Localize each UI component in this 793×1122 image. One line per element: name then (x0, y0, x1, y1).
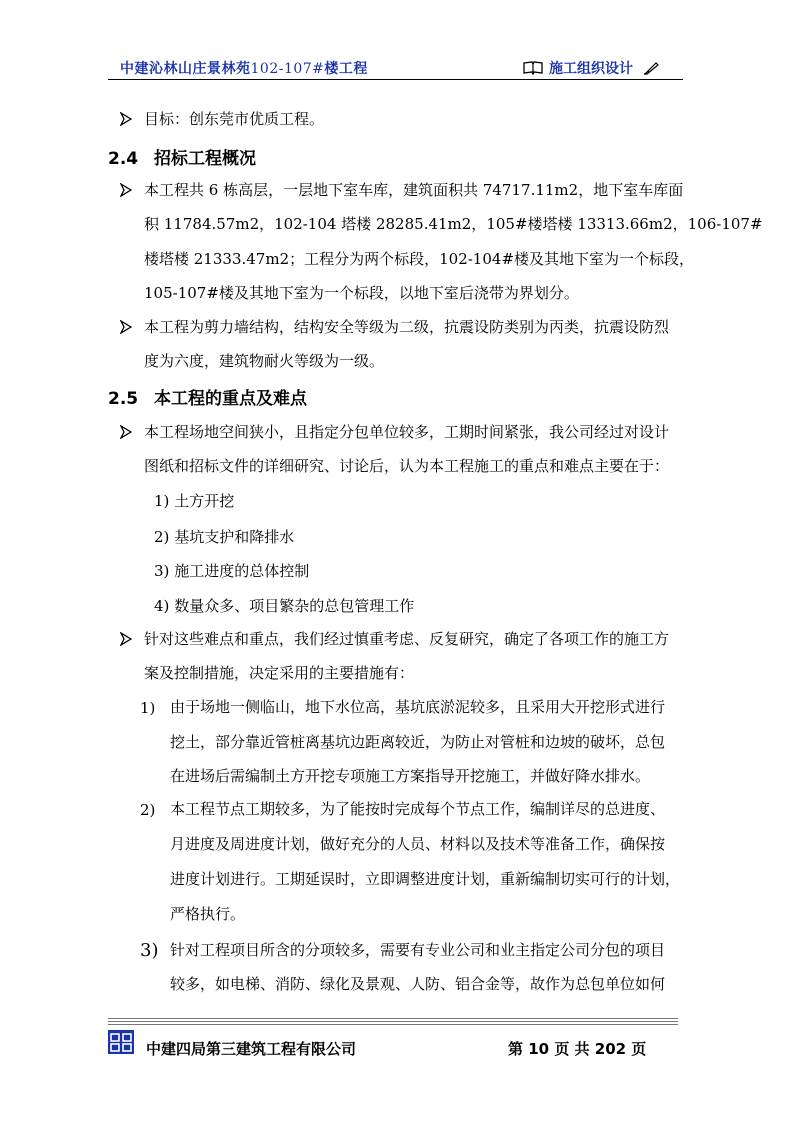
header-rule (108, 79, 683, 80)
list-item (154, 526, 294, 547)
header-project-title (120, 58, 368, 78)
header-title-b: 楼工程 (324, 61, 368, 77)
header-doc-type-label: 施工组织设计 (549, 61, 633, 77)
paragraph-line: 案及控制措施，决定采用的主要措施有： (144, 664, 415, 682)
list-item-text: 基坑支护和降排水 (174, 528, 295, 546)
measure-line: 挖土，部分靠近管桩离基坑边距离较近，为防止对管桩和边坡的破坏，总包 (170, 733, 666, 751)
measure-number: 3) (140, 940, 159, 961)
header-title-a: 中建沁林山庄景林苑 (120, 61, 251, 77)
measure-line: 较多，如电梯、消防、绿化及景观、人防、铝合金等，故作为总包单位如何 (170, 975, 666, 993)
measure-number: 2) (140, 801, 156, 819)
paragraph-line: 本工程为剪力墙结构，结构安全等级为二级，抗震设防类别为丙类，抗震设防烈 (144, 318, 670, 336)
arrow-bullet-icon (120, 183, 132, 197)
section-title: 本工程的重点及难点 (154, 389, 307, 409)
list-item-text: 土方开挖 (174, 492, 235, 510)
measure-line: 由于场地一侧临山，地下水位高，基坑底淤泥较多，且采用大开挖形式进行 (170, 698, 666, 716)
section-title: 招标工程概况 (154, 149, 256, 169)
section-heading-2-5 (108, 384, 307, 409)
measure-number: 1) (140, 699, 156, 717)
header-doc-type (523, 58, 659, 78)
book-icon (523, 61, 543, 75)
footer-rule (108, 1024, 678, 1025)
section-heading-2-4 (108, 144, 256, 169)
paragraph-line: 105-107#楼及其地下室为一个标段，以地下室后浇带为界划分。 (144, 284, 579, 302)
list-item-number: 1) (154, 492, 170, 510)
paragraph-line: 积 11784.57m2，102-104 塔楼 28285.41m2，105#楼塔楼 13313.66m2，106-107# (144, 215, 763, 233)
section-number: 2.4 (108, 149, 139, 169)
goal-text: 目标：创东莞市优质工程。 (144, 110, 325, 128)
company-logo-icon (108, 1030, 134, 1054)
paragraph-line: 本工程共 6 栋高层，一层地下室车库，建筑面积共 74717.11m2，地下室车库面 (144, 181, 684, 199)
paragraph-line: 针对这些难点和重点，我们经过慎重考虑、反复研究，确定了各项工作的施工方 (144, 630, 670, 648)
list-item (154, 490, 234, 511)
arrow-bullet-icon (120, 112, 132, 126)
footer-company: 中建四局第三建筑工程有限公司 (146, 1040, 357, 1058)
paragraph-line: 图纸和招标文件的详细研究、讨论后，认为本工程施工的重点和难点主要在于： (144, 457, 670, 475)
section-number: 2.5 (108, 389, 139, 409)
pen-icon (643, 61, 659, 75)
paragraph-line: 度为六度，建筑物耐火等级为一级。 (144, 352, 385, 370)
paragraph-line: 楼塔楼 21333.47m2；工程分为两个标段，102-104#楼及其地下室为一个标段， (144, 250, 695, 268)
list-item (154, 595, 414, 616)
list-item-text: 数量众多、项目繁杂的总包管理工作 (174, 597, 415, 615)
paragraph-line: 本工程场地空间狭小，且指定分包单位较多，工期时间紧张，我公司经过对设计 (144, 423, 670, 441)
list-item-number: 3) (154, 562, 170, 580)
measure-line: 本工程节点工期较多，为了能按时完成每个节点工作，编制详尽的总进度、 (170, 800, 666, 818)
measure-line: 在进场后需编制土方开挖专项施工方案指导开挖施工，并做好降水排水。 (170, 767, 651, 785)
footer-page-number: 第 10 页 共 202 页 (508, 1040, 647, 1058)
arrow-bullet-icon (120, 425, 132, 439)
list-item-number: 4) (154, 597, 170, 615)
arrow-bullet-icon (120, 632, 132, 646)
footer-rule (108, 1021, 678, 1022)
list-item (154, 560, 309, 581)
measure-line: 进度计划进行。工期延误时，立即调整进度计划，重新编制切实可行的计划， (170, 870, 681, 888)
measure-line: 月进度及周进度计划，做好充分的人员、材料以及技术等准备工作，确保按 (170, 835, 666, 853)
arrow-bullet-icon (120, 320, 132, 334)
list-item-number: 2) (154, 528, 170, 546)
measure-line: 严格执行。 (170, 905, 246, 923)
header-title-num: 102-107# (250, 61, 325, 77)
footer-rule (108, 1018, 678, 1019)
list-item-text: 施工进度的总体控制 (174, 562, 310, 580)
measure-line: 针对工程项目所含的分项较多，需要有专业公司和业主指定公司分包的项目 (170, 941, 666, 959)
